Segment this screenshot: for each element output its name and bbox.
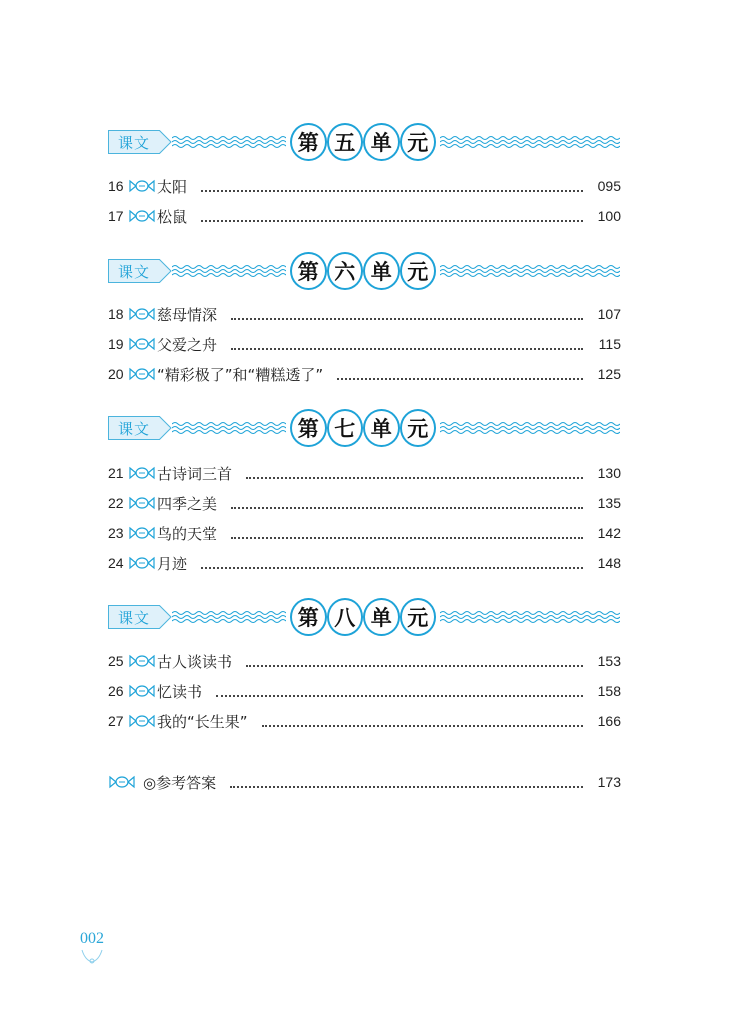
dot-leader <box>262 716 583 727</box>
entry-page: 158 <box>597 683 621 699</box>
unit-title-char: 第 <box>290 252 327 290</box>
entry-number: 24 <box>108 555 124 571</box>
entry-number: 18 <box>108 306 124 322</box>
dot-leader <box>337 369 583 380</box>
candy-icon <box>128 714 156 728</box>
toc-entry[interactable] <box>108 363 621 385</box>
dot-leader <box>231 528 583 539</box>
entry-page: 166 <box>597 713 621 729</box>
entry-page: 100 <box>597 208 621 224</box>
entry-number: 26 <box>108 683 124 699</box>
toc-entry[interactable] <box>108 303 621 325</box>
unit-title-char: 单 <box>363 409 400 447</box>
entry-title: 月迹 <box>157 554 188 573</box>
unit-title-char: 五 <box>327 123 364 161</box>
toc-entry[interactable] <box>108 522 621 544</box>
unit-title-char: 第 <box>290 598 327 636</box>
unit-title <box>290 122 436 162</box>
toc-entry-answers[interactable] <box>108 771 621 793</box>
candy-icon <box>128 209 156 223</box>
unit-tag: 课文 <box>108 259 160 283</box>
tag-arrow-icon <box>159 259 173 283</box>
candy-icon <box>128 337 156 351</box>
entry-title: 父爱之舟 <box>157 335 218 354</box>
entry-number: 20 <box>108 366 124 382</box>
candy-icon <box>128 179 156 193</box>
entry-page: 095 <box>597 178 621 194</box>
entry-title: “精彩极了”和“糟糕透了” <box>157 365 324 384</box>
entry-page: 148 <box>597 555 621 571</box>
entry-title: 古人谈读书 <box>157 652 233 671</box>
wave-decoration-icon <box>172 609 286 625</box>
entry-title: 鸟的天堂 <box>157 524 218 543</box>
entry-page: 142 <box>597 525 621 541</box>
entry-page: 173 <box>597 774 621 790</box>
dot-leader <box>201 558 583 569</box>
unit-tag: 课文 <box>108 130 160 154</box>
tag-arrow-icon <box>159 130 173 154</box>
unit-tag: 课文 <box>108 416 160 440</box>
unit-title <box>290 408 436 448</box>
entry-number: 25 <box>108 653 124 669</box>
unit-title <box>290 251 436 291</box>
entry-title: 忆读书 <box>157 682 203 701</box>
unit-title-char: 元 <box>400 252 437 290</box>
unit-title-char: 元 <box>400 123 437 161</box>
entry-title: 松鼠 <box>157 207 188 226</box>
wave-decoration-icon <box>172 134 286 150</box>
entry-number: 21 <box>108 465 124 481</box>
candy-icon <box>128 466 156 480</box>
unit-header-7 <box>108 408 620 448</box>
unit-title-char: 七 <box>327 409 364 447</box>
entry-number: 22 <box>108 495 124 511</box>
candy-icon <box>128 367 156 381</box>
candy-icon <box>128 654 156 668</box>
toc-entry[interactable] <box>108 462 621 484</box>
page-number-footer <box>72 930 112 964</box>
dot-leader <box>246 656 583 667</box>
entry-title: 四季之美 <box>157 494 218 513</box>
unit-title-char: 八 <box>327 598 364 636</box>
wave-decoration-icon <box>440 420 620 436</box>
dot-leader <box>246 468 583 479</box>
toc-entry[interactable] <box>108 492 621 514</box>
unit-title-char: 单 <box>363 252 400 290</box>
unit-title-char: 元 <box>400 409 437 447</box>
toc-entry[interactable] <box>108 333 621 355</box>
entry-page: 107 <box>597 306 621 322</box>
entry-title: 慈母情深 <box>157 305 218 324</box>
wave-decoration-icon <box>172 263 286 279</box>
entry-title: 太阳 <box>157 177 188 196</box>
entry-number: 16 <box>108 178 124 194</box>
entry-page: 130 <box>597 465 621 481</box>
wave-decoration-icon <box>440 609 620 625</box>
toc-entry[interactable] <box>108 650 621 672</box>
page-number: 002 <box>80 930 104 947</box>
candy-icon <box>128 684 156 698</box>
unit-header-8 <box>108 597 620 637</box>
unit-title-char: 单 <box>363 123 400 161</box>
candy-icon <box>128 496 156 510</box>
toc-entry[interactable] <box>108 680 621 702</box>
entry-title: 我的“长生果” <box>157 712 248 731</box>
dot-leader <box>230 777 583 788</box>
unit-title-char: 元 <box>400 598 437 636</box>
toc-entry[interactable] <box>108 175 621 197</box>
wave-decoration-icon <box>440 134 620 150</box>
candy-icon <box>128 307 156 321</box>
entry-page: 153 <box>597 653 621 669</box>
tag-arrow-icon <box>159 416 173 440</box>
dot-leader <box>231 498 583 509</box>
candy-icon <box>128 526 156 540</box>
unit-title <box>290 597 436 637</box>
unit-tag: 课文 <box>108 605 160 629</box>
entry-number: 23 <box>108 525 124 541</box>
entry-title: ◎参考答案 <box>143 773 217 792</box>
entry-page: 135 <box>597 495 621 511</box>
dot-leader <box>231 309 583 320</box>
entry-number: 27 <box>108 713 124 729</box>
unit-header-5 <box>108 122 620 162</box>
tag-arrow-icon <box>159 605 173 629</box>
unit-title-char: 六 <box>327 252 364 290</box>
dot-leader <box>216 686 583 697</box>
toc-entry[interactable] <box>108 710 621 732</box>
unit-header-6 <box>108 251 620 291</box>
dot-leader <box>231 339 583 350</box>
unit-title-char: 第 <box>290 123 327 161</box>
candy-icon <box>128 556 156 570</box>
entry-number: 19 <box>108 336 124 352</box>
wings-ornament-icon <box>80 940 104 964</box>
dot-leader <box>201 211 583 222</box>
candy-icon <box>108 775 136 789</box>
dot-leader <box>201 181 583 192</box>
entry-page: 125 <box>597 366 621 382</box>
toc-entry[interactable] <box>108 205 621 227</box>
entry-page: 115 <box>598 336 621 352</box>
unit-title-char: 第 <box>290 409 327 447</box>
wave-decoration-icon <box>172 420 286 436</box>
toc-entry[interactable] <box>108 552 621 574</box>
entry-number: 17 <box>108 208 124 224</box>
entry-title: 古诗词三首 <box>157 464 233 483</box>
wave-decoration-icon <box>440 263 620 279</box>
unit-title-char: 单 <box>363 598 400 636</box>
